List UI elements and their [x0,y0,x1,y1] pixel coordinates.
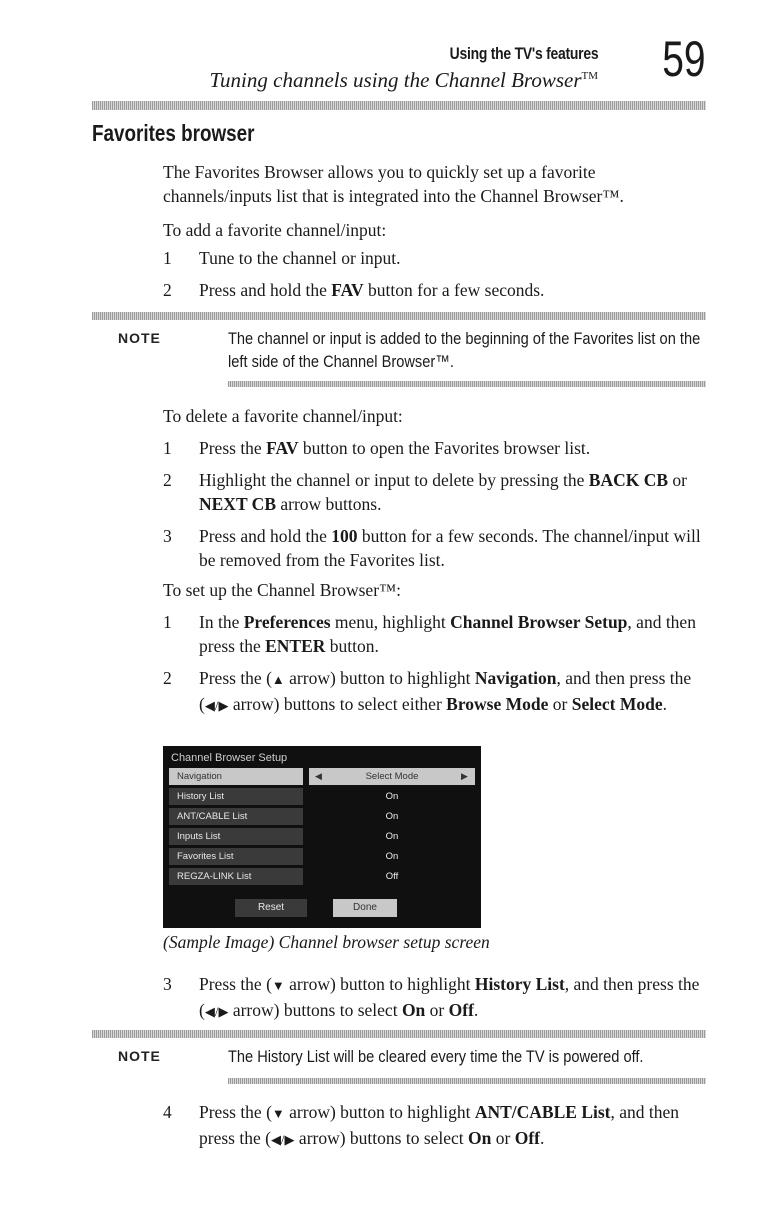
intro-paragraph: The Favorites Browser allows you to quickly set up a favorite channels/inputs list that is integrated into the Channel Browser™. [163,162,624,206]
channel-browser-setup-image [163,746,481,928]
add-step-1: 1 Tune to the channel or input. [163,248,401,268]
setup-step-1: 1 In the Preferences menu, highlight Channel Browser Setup, and then press the ENTER button. [163,612,696,656]
delete-step-1: 1 Press the FAV button to open the Favorites browser list. [163,438,591,458]
setup-intro: To set up the Channel Browser™: [163,580,402,600]
setup-step-3: 3 Press the (▼ arrow) button to highlight History List, and then press the (◀/▶ arrow) buttons to select On or Off. [163,974,700,1020]
menu-row-ant-cable-list: ANT/CABLE List On [169,808,475,825]
left-right-arrow-icon: ◀/▶ [204,698,229,713]
note1-top-rule [92,312,706,320]
add-step-2: 2 Press and hold the FAV button for a few seconds. [163,280,545,300]
up-arrow-icon: ▲ [271,672,285,687]
section-title: Favorites browser [92,120,255,146]
note1-bottom-rule [228,381,706,387]
left-right-arrow-icon: ◀/▶ [270,1132,295,1147]
down-arrow-icon: ▼ [271,1106,285,1121]
header-title: Using the TV's features [449,44,598,63]
header-subtitle: Tuning channels using the Channel Browser™ [209,68,598,92]
note2-top-rule [92,1030,706,1038]
note2-bottom-rule [228,1078,706,1084]
note1-label: NOTE [118,330,161,346]
menu-row-regza-link-list: REGZA-LINK List Off [169,868,475,885]
menu-done-button: Done [333,899,397,917]
add-intro: To add a favorite channel/input: [163,220,387,240]
down-arrow-icon: ▼ [271,978,285,993]
note2-text: The History List will be cleared every time the TV is powered off. [228,1047,644,1066]
left-arrow-icon: ◀ [315,771,322,781]
right-arrow-icon: ▶ [461,771,468,781]
page-number: 59 [662,31,706,87]
menu-row-history-list: History List On [169,788,475,805]
image-caption: (Sample Image) Channel browser setup screen [163,932,490,952]
delete-step-3: 3 Press and hold the 100 button for a few seconds. The channel/input will be removed from the Favorites list. [163,526,701,570]
menu-title: Channel Browser Setup [171,752,288,764]
menu-row-favorites-list: Favorites List On [169,848,475,865]
setup-step-4: 4 Press the (▼ arrow) button to highlight ANT/CABLE List, and then press the (◀/▶ arrow) buttons to select On or Off. [163,1102,680,1148]
note1-text: The channel or input is added to the beginning of the Favorites list on the left side of the Channel Browser™. [228,329,701,371]
menu-row-inputs-list: Inputs List On [169,828,475,845]
note2-label: NOTE [118,1048,161,1064]
setup-step-2: 2 Press the (▲ arrow) button to highlight Navigation, and then press the (◀/▶ arrow) buttons to select either Browse Mode or Select Mode. [163,668,692,714]
delete-intro: To delete a favorite channel/input: [163,406,403,426]
delete-step-2: 2 Highlight the channel or input to delete by pressing the BACK CB or NEXT CB arrow buttons. [163,470,687,514]
menu-row-navigation: Navigation Select Mode ◀ ▶ [169,768,475,785]
header-rule [92,101,706,110]
menu-reset-button: Reset [235,899,307,917]
left-right-arrow-icon: ◀/▶ [204,1004,229,1019]
